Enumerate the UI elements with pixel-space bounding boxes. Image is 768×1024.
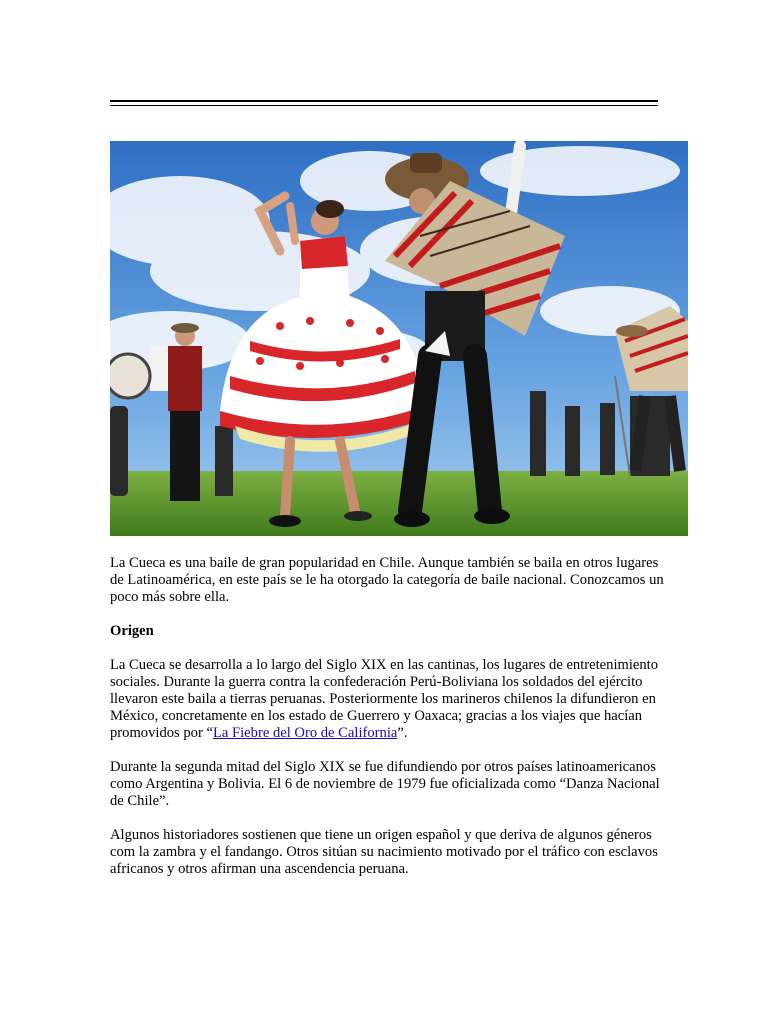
fiebre-del-oro-link[interactable]: La Fiebre del Oro de California <box>212 725 398 741</box>
intro-paragraph: La Cueca es una baile de gran popularidad en Chile. Aunque también se baila en otros lugares de Latinoamérica, en este país se le ha otorgado la categoría de baile nacional. Conozcamos un poco más sobre ella. <box>110 555 664 605</box>
origin-paragraph-3: Algunos historiadores sostienen que tiene un origen español y que deriva de algunos géneros com la zambra y el fandango. Otros sitúan su nacimiento motivado por el tráfico con esclavos africanos y otros afirman una ascendencia peruana. <box>110 827 658 877</box>
origin-p1-text: La Cueca se desarrolla a lo largo del Siglo XIX en las cantinas, los lugares de entretenimiento sociales. Durante la guerra contra la confederación Perú-Boliviana los soldados del ejército llevaron este baila a tierras peruanas. Posteriormente los marineros chilenos la difundieron en México, concretamente en los estado de Guerrero y Oaxaca; gracias a los viajes que hacían promovidos por “ <box>110 657 659 741</box>
header-rule <box>110 100 658 106</box>
origin-paragraph-1 <box>110 657 670 742</box>
origin-p1-closing: ”. <box>397 725 408 741</box>
cueca-dancers-photo <box>110 141 688 536</box>
article-body <box>110 555 670 895</box>
origin-paragraph-2: Durante la segunda mitad del Siglo XIX se fue difundiendo por otros países latinoamericanos como Argentina y Bolivia. El 6 de noviembre de 1979 fue oficializada como “Danza Nacional de Chile”. <box>110 759 660 809</box>
origin-heading: Origen <box>110 623 154 639</box>
